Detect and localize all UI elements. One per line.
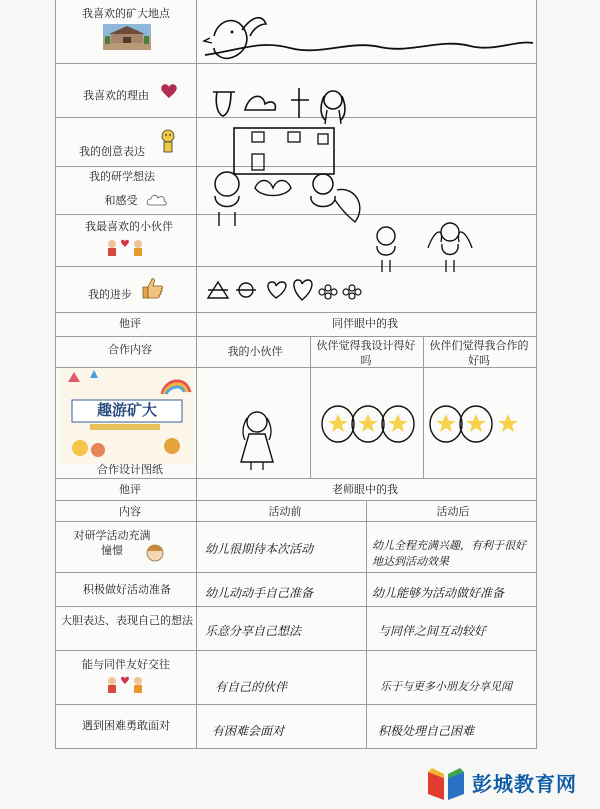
teacher-row-before: 有困难会面对 xyxy=(212,724,285,738)
peer-eval-label: 他评 xyxy=(119,317,141,330)
teacher-row-item: 积极做好活动准备 xyxy=(83,583,171,596)
design-rating-stars xyxy=(320,404,416,444)
teacher-eval-header: 老师眼中的我 xyxy=(332,483,398,496)
teacher-row-before: 幼儿动动手自己准备 xyxy=(205,586,314,600)
label-creative: 我的创意表达 xyxy=(79,145,145,158)
label-thoughts-2: 和感受 xyxy=(104,194,138,207)
watermark-text: 彭城教育网 xyxy=(472,772,577,796)
cooperation-rating-stars xyxy=(428,404,524,444)
after-label: 活动后 xyxy=(436,505,470,518)
label-fav-place: 我喜欢的矿大地点 xyxy=(82,7,170,20)
teacher-row-before: 乐意分享自己想法 xyxy=(205,624,302,638)
partner-drawing xyxy=(368,218,488,274)
peer-eval-header: 同伴眼中的我 xyxy=(332,317,398,330)
design-caption: 合作设计图纸 xyxy=(97,463,163,476)
friends-icon xyxy=(104,238,146,258)
poster-title: 趣游矿大 xyxy=(96,401,157,419)
peer-col1: 我的小伙伴 xyxy=(227,345,283,358)
teacher-content-label: 内容 xyxy=(119,505,141,518)
playground-drawing xyxy=(205,80,365,130)
before-label: 活动前 xyxy=(268,505,302,518)
teacher-row-after: 幼儿能够为活动做好准备 xyxy=(372,586,505,600)
bird-wave-drawing xyxy=(200,10,535,70)
label-fav-reason: 我喜欢的理由 xyxy=(83,89,149,102)
teacher-row-after: 幼儿全程充满兴趣，有利于很好地达到活动效果 xyxy=(372,539,526,568)
peer-content-label: 合作内容 xyxy=(108,343,152,356)
peer-col2: 伙伴觉得我设计得好吗 xyxy=(316,339,416,367)
teacher-row-item: 能与同伴友好交往 xyxy=(82,658,170,671)
teacher-row-before: 幼儿很期待本次活动 xyxy=(205,542,314,556)
teacher-row-item: 遇到困难勇敢面对 xyxy=(82,719,170,732)
heart-icon xyxy=(160,82,178,100)
teacher-row-after: 乐于与更多小朋友分享见闻 xyxy=(380,680,512,693)
friends-icon xyxy=(104,675,146,695)
thumbs-up-icon xyxy=(140,277,164,299)
kids-with-wings-drawing xyxy=(205,166,375,232)
pencil-kid-icon xyxy=(158,126,178,156)
progress-drawing xyxy=(204,278,364,304)
label-partner: 我最喜欢的小伙伴 xyxy=(85,220,173,233)
peer-col3: 伙伴们觉得我合作的好吗 xyxy=(429,339,529,367)
partner-girl-drawing xyxy=(235,408,279,472)
cloud-icon xyxy=(146,193,168,207)
teacher-row-before: 有自己的伙伴 xyxy=(215,680,288,694)
teacher-row-after: 积极处理自己困难 xyxy=(378,724,475,738)
books-logo-icon xyxy=(424,764,468,802)
label-thoughts-1: 我的研学想法 xyxy=(89,170,155,183)
label-progress: 我的进步 xyxy=(88,288,132,301)
teacher-row-item: 对研学活动充满憧憬 xyxy=(73,529,151,557)
teacher-eval-label: 他评 xyxy=(119,483,141,496)
teacher-row-after: 与同伴之间互动较好 xyxy=(378,624,487,638)
campus-photo xyxy=(103,24,151,50)
girl-face-icon xyxy=(145,543,165,563)
teacher-row-item: 大胆表达、表现自己的想法 xyxy=(61,614,193,627)
